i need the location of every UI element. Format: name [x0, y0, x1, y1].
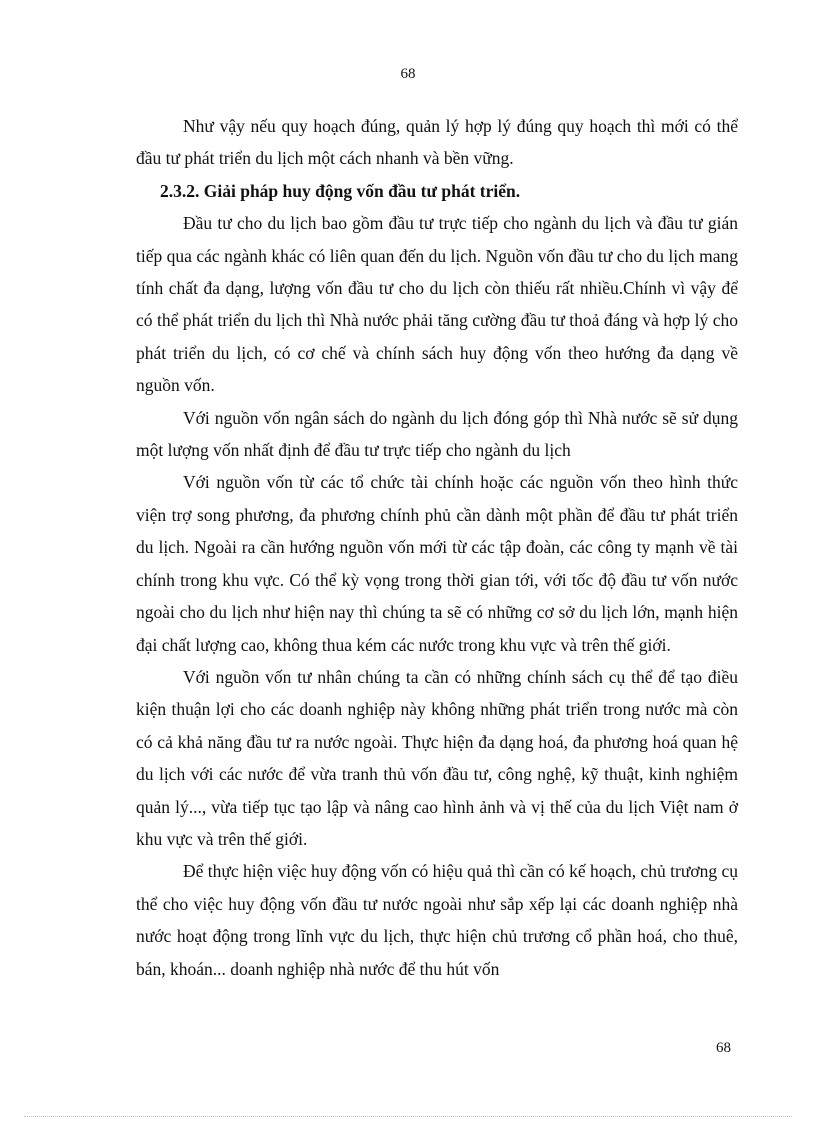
- section-heading: 2.3.2. Giải pháp huy động vốn đầu tư phát triển.: [160, 180, 521, 201]
- page-number-bottom: 68: [716, 1040, 731, 1056]
- page-number-top: 68: [400, 66, 416, 82]
- page-bottom-divider: [24, 1116, 792, 1117]
- intro-paragraph: Như vậy nếu quy hoạch đúng, quản lý hợp lý đúng quy hoạch thì mới có thể đầu tư phát triển du lịch một cách nhanh và bền vững.: [136, 116, 738, 169]
- paragraph: Với nguồn vốn ngân sách do ngành du lịch đóng góp thì Nhà nước sẽ sử dụng một lượng vốn nhất định để đầu tư trực tiếp cho ngành du lịch: [136, 407, 738, 461]
- paragraph: Với nguồn vốn tư nhân chúng ta cần có những chính sách cụ thể để tạo điều kiện thuận lợi cho các doanh nghiệp này không những phát triển trong nước mà còn có cả khả năng đầu tư ra nước ngoài. Thực hiện đa dạng hoá, đa phương hoá quan hệ du lịch với các nước để vừa tranh thủ vốn đầu tư, công nghệ, kỹ thuật, kinh nghiệm quản lý..., vừa tiếp tục tạo lập và nâng cao hình ảnh và vị thế của du lịch Việt nam ở khu vực và trên thế giới.: [136, 666, 738, 849]
- document-body: [136, 110, 738, 985]
- paragraph: Với nguồn vốn từ các tổ chức tài chính hoặc các nguồn vốn theo hình thức viện trợ song phương, đa phương chính phủ cần dành một phần để đầu tư phát triển du lịch. Ngoài ra cần hướng nguồn vốn mới từ các tập đoàn, các công ty mạnh về tài chính trong khu vực. Có thể kỳ vọng trong thời gian tới, với tốc độ đầu tư vốn nước ngoài cho du lịch như hiện nay thì chúng ta sẽ có những cơ sở du lịch lớn, mạnh hiện đại chất lượng cao, không thua kém các nước trong khu vực và trên thế giới.: [136, 472, 738, 655]
- paragraph: Để thực hiện việc huy động vốn có hiệu quả thì cần có kế hoạch, chủ trương cụ thể cho việc huy động vốn đầu tư nước ngoài như sắp xếp lại các doanh nghiệp nhà nước hoạt động trong lĩnh vực du lịch, thực hiện chủ trương cổ phần hoá, cho thuê, bán, khoán... doanh nghiệp nhà nước để thu hút vốn: [136, 861, 739, 979]
- paragraph: Đầu tư cho du lịch bao gồm đầu tư trực tiếp cho ngành du lịch và đầu tư gián tiếp qua các ngành khác có liên quan đến du lịch. Nguồn vốn đầu tư cho du lịch mang tính chất đa dạng, lượng vốn đầu tư cho du lịch còn thiếu rất nhiều.Chính vì vậy để có thể phát triển du lịch thì Nhà nước phải tăng cường đầu tư thoả đáng và hợp lý cho phát triển du lịch, có cơ chế và chính sách huy động vốn theo hướng đa dạng về nguồn vốn.: [136, 213, 738, 396]
